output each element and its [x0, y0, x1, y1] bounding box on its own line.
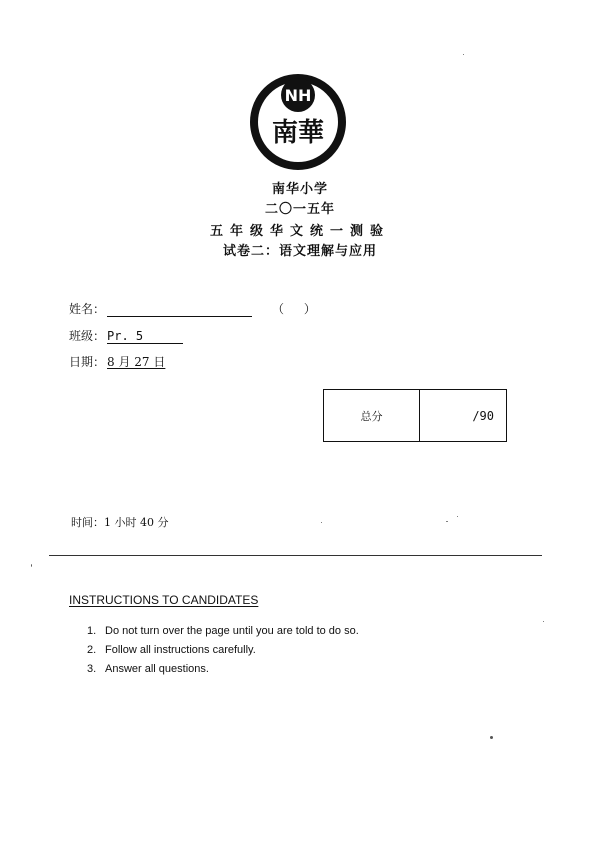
- instruction-item: [87, 622, 359, 641]
- exam-year: 二〇一五年: [264, 202, 335, 217]
- class-value: Pr. 5: [107, 330, 183, 344]
- time-value: 1 小时 40 分: [104, 516, 169, 529]
- instruction-text: Follow all instructions carefully.: [105, 644, 256, 656]
- scan-speck: [463, 54, 464, 55]
- instruction-number: 3.: [87, 663, 97, 675]
- svg-text:南華: 南華: [271, 118, 325, 148]
- name-field: [69, 300, 252, 317]
- instruction-number: 1.: [87, 625, 97, 637]
- scan-speck: [457, 516, 458, 517]
- instructions-heading: INSTRUCTIONS TO CANDIDATES: [69, 593, 259, 607]
- instruction-text: Do not turn over the page until you are told to do so.: [105, 625, 359, 637]
- date-value: 8 月 27 日: [107, 355, 166, 369]
- class-field: [69, 327, 183, 344]
- total-score-label: 总分: [324, 390, 420, 441]
- instruction-item: [87, 660, 359, 679]
- paper-title: 试卷二：语文理解与应用: [222, 244, 377, 259]
- time-label: 时间：: [71, 516, 104, 529]
- instruction-number: 2.: [87, 644, 97, 656]
- instructions-list: [87, 622, 359, 679]
- time-field: [71, 514, 169, 530]
- date-label: 日期：: [69, 355, 106, 369]
- exam-title: 五年级华文统一测验: [209, 224, 390, 239]
- date-field: [69, 353, 165, 370]
- name-label: 姓名：: [69, 302, 106, 316]
- scan-speck: [321, 522, 322, 523]
- name-blank[interactable]: [107, 303, 252, 317]
- total-score-value: /90: [472, 408, 494, 423]
- class-label: 班级：: [69, 329, 106, 343]
- scan-speck: [446, 521, 448, 522]
- instruction-item: [87, 641, 359, 660]
- class-number-parentheses: （ ）: [272, 302, 324, 316]
- scan-speck: [490, 736, 493, 739]
- total-score-box: [323, 389, 507, 442]
- school-name: 南华小学: [271, 182, 328, 197]
- svg-text:NH: NH: [284, 86, 312, 105]
- section-divider: [49, 555, 542, 556]
- school-logo: [248, 72, 348, 172]
- scan-speck: [543, 621, 544, 622]
- instruction-text: Answer all questions.: [105, 663, 209, 675]
- scan-speck: [31, 564, 32, 567]
